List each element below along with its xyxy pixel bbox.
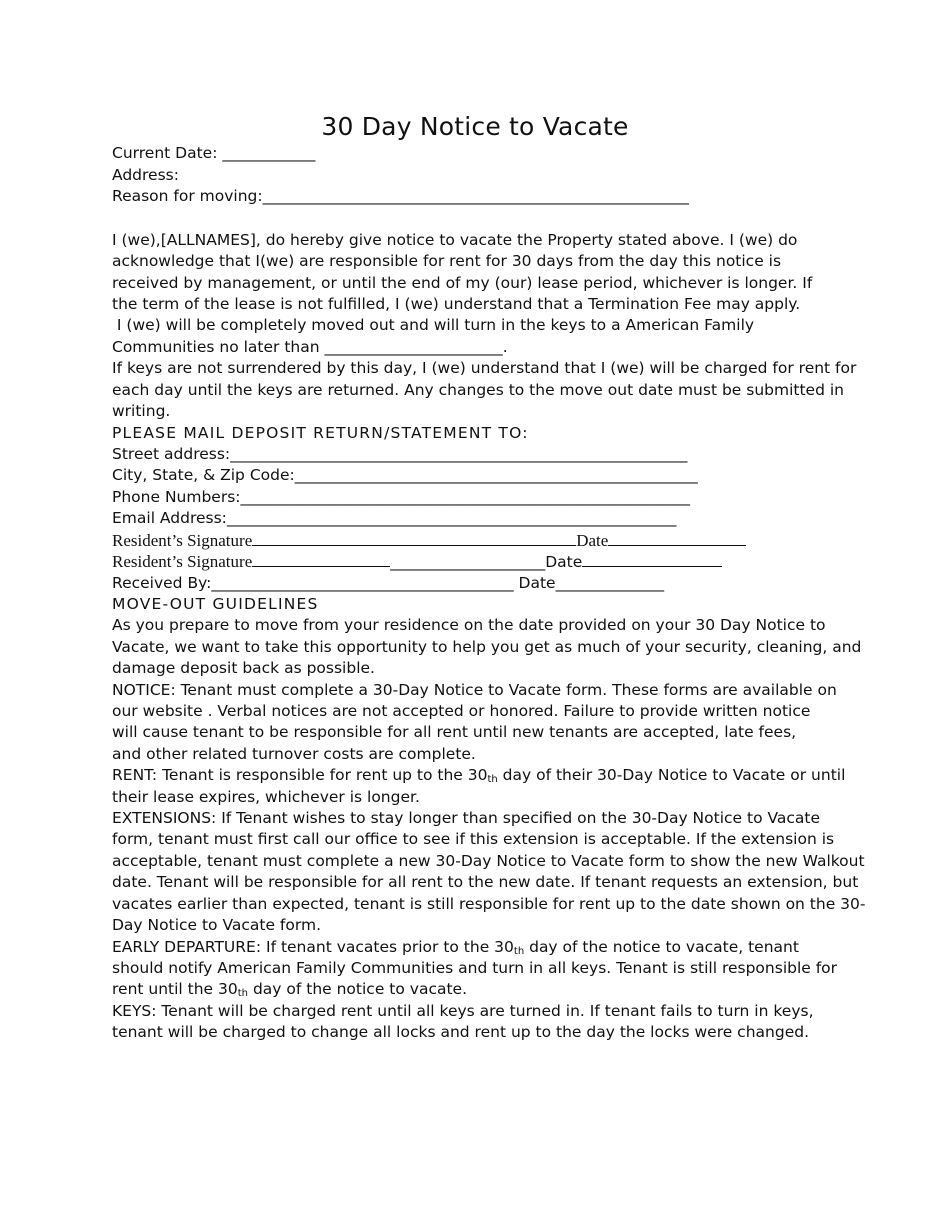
signature-line (252, 551, 390, 567)
extensions-guideline-line: acceptable, tenant must complete a new 30-Day Notice to Vacate form to show the new Walkout (112, 852, 865, 870)
city-state-zip-line: City, State, & Zip Code:____________________________________________________ (112, 466, 698, 484)
notice-line: If keys are not surrendered by this day, I (we) understand that I (we) will be charged for rent for (112, 359, 857, 377)
guidelines-intro-line: Vacate, we want to take this opportunity to help you get as much of your security, cleaning, and (112, 638, 862, 656)
guidelines-intro-line: damage deposit back as possible. (112, 659, 375, 677)
address-line: Address: (112, 166, 179, 184)
notice-line: Communities no later than _______________________. (112, 338, 508, 356)
reason-line: Reason for moving:_______________________________________________________ (112, 187, 689, 205)
resident-signature-1-label: Resident’s Signature (112, 531, 253, 550)
rent-text: day of their 30-Day Notice to Vacate or until (497, 766, 846, 784)
extensions-guideline-line: date. Tenant will be responsible for all rent to the new date. If tenant requests an extension, but (112, 873, 859, 891)
notice-guideline-line: NOTICE: Tenant must complete a 30-Day Notice to Vacate form. These forms are available on (112, 681, 837, 699)
notice-guideline-line: and other related turnover costs are complete. (112, 745, 476, 763)
early-departure-guideline-line: should notify American Family Communities and turn in all keys. Tenant is still responsible for (112, 959, 838, 977)
street-address-line: Street address:___________________________________________________________ (112, 445, 688, 463)
notice-guideline-line: our website . Verbal notices are not accepted or honored. Failure to provide written notice (112, 702, 811, 720)
email-address-line: Email Address:__________________________________________________________ (112, 509, 677, 527)
rent-guideline-line (112, 765, 845, 789)
notice-line: I (we),[ALLNAMES], do hereby give notice to vacate the Property stated above. I (we) do (112, 231, 798, 249)
resident-signature-2-label: Resident’s Signature (112, 552, 253, 571)
early-departure-text: day of the notice to vacate. (248, 980, 468, 998)
extensions-guideline-line: vacates earlier than expected, tenant is still responsible for rent up to the date shown on the 30- (112, 895, 866, 913)
document-title: 30 Day Notice to Vacate (321, 112, 629, 141)
keys-guideline-line: KEYS: Tenant will be charged rent until all keys are turned in. If tenant fails to turn in keys, (112, 1002, 814, 1020)
mail-heading: PLEASE MAIL DEPOSIT RETURN/STATEMENT TO: (112, 424, 529, 442)
notice-line: received by management, or until the end of my (our) lease period, whichever is longer. If (112, 274, 813, 292)
received-by-line: Received By:_______________________________________ Date______________ (112, 574, 665, 592)
notice-guideline-line: will cause tenant to be responsible for all rent until new tenants are accepted, late fees, (112, 723, 797, 741)
rent-guideline-line: their lease expires, whichever is longer. (112, 788, 420, 806)
keys-guideline-line: tenant will be charged to change all locks and rent up to the day the locks were changed. (112, 1023, 809, 1041)
extensions-guideline-line: form, tenant must first call our office to see if this extension is acceptable. If the extension is (112, 830, 835, 848)
early-departure-text: day of the notice to vacate, tenant (524, 938, 799, 956)
early-departure-text: rent until the 30 (112, 980, 238, 998)
notice-line: the term of the lease is not fulfilled, I (we) understand that a Termination Fee may apply. (112, 295, 801, 313)
guidelines-intro-line: As you prepare to move from your residence on the date provided on your 30 Day Notice to (112, 616, 826, 634)
phone-numbers-line: Phone Numbers:__________________________________________________________ (112, 488, 691, 506)
date-line (582, 551, 722, 567)
early-departure-guideline-line (112, 937, 799, 961)
rent-text: RENT: Tenant is responsible for rent up to the 30 (112, 766, 488, 784)
resident-signature-1-row (112, 530, 746, 553)
notice-line: writing. (112, 402, 171, 420)
extensions-guideline-line: Day Notice to Vacate form. (112, 916, 321, 934)
ordinal-suffix: th (237, 988, 249, 999)
notice-line: I (we) will be completely moved out and will turn in the keys to a American Family (112, 316, 755, 334)
extensions-guideline-line: EXTENSIONS: If Tenant wishes to stay longer than specified on the 30-Day Notice to Vacate (112, 809, 821, 827)
resident-signature-1-date-label: Date (576, 531, 609, 550)
guidelines-heading: MOVE-OUT GUIDELINES (112, 595, 319, 613)
early-departure-text: EARLY DEPARTURE: If tenant vacates prior to the 30 (112, 938, 514, 956)
date-line (608, 530, 746, 546)
resident-signature-2-date-label: Date (545, 553, 583, 571)
notice-line: each day until the keys are returned. Any changes to the move out date must be submitted in (112, 381, 844, 399)
ordinal-suffix: th (513, 946, 525, 957)
ordinal-suffix: th (487, 774, 498, 785)
early-departure-guideline-line (112, 979, 467, 1003)
signature-underscore: ____________________ (390, 553, 546, 571)
notice-line: acknowledge that I(we) are responsible for rent for 30 days from the day this notice is (112, 252, 782, 270)
signature-line (252, 530, 576, 546)
current-date-line: Current Date: ____________ (112, 144, 316, 162)
resident-signature-2-row (112, 551, 722, 574)
